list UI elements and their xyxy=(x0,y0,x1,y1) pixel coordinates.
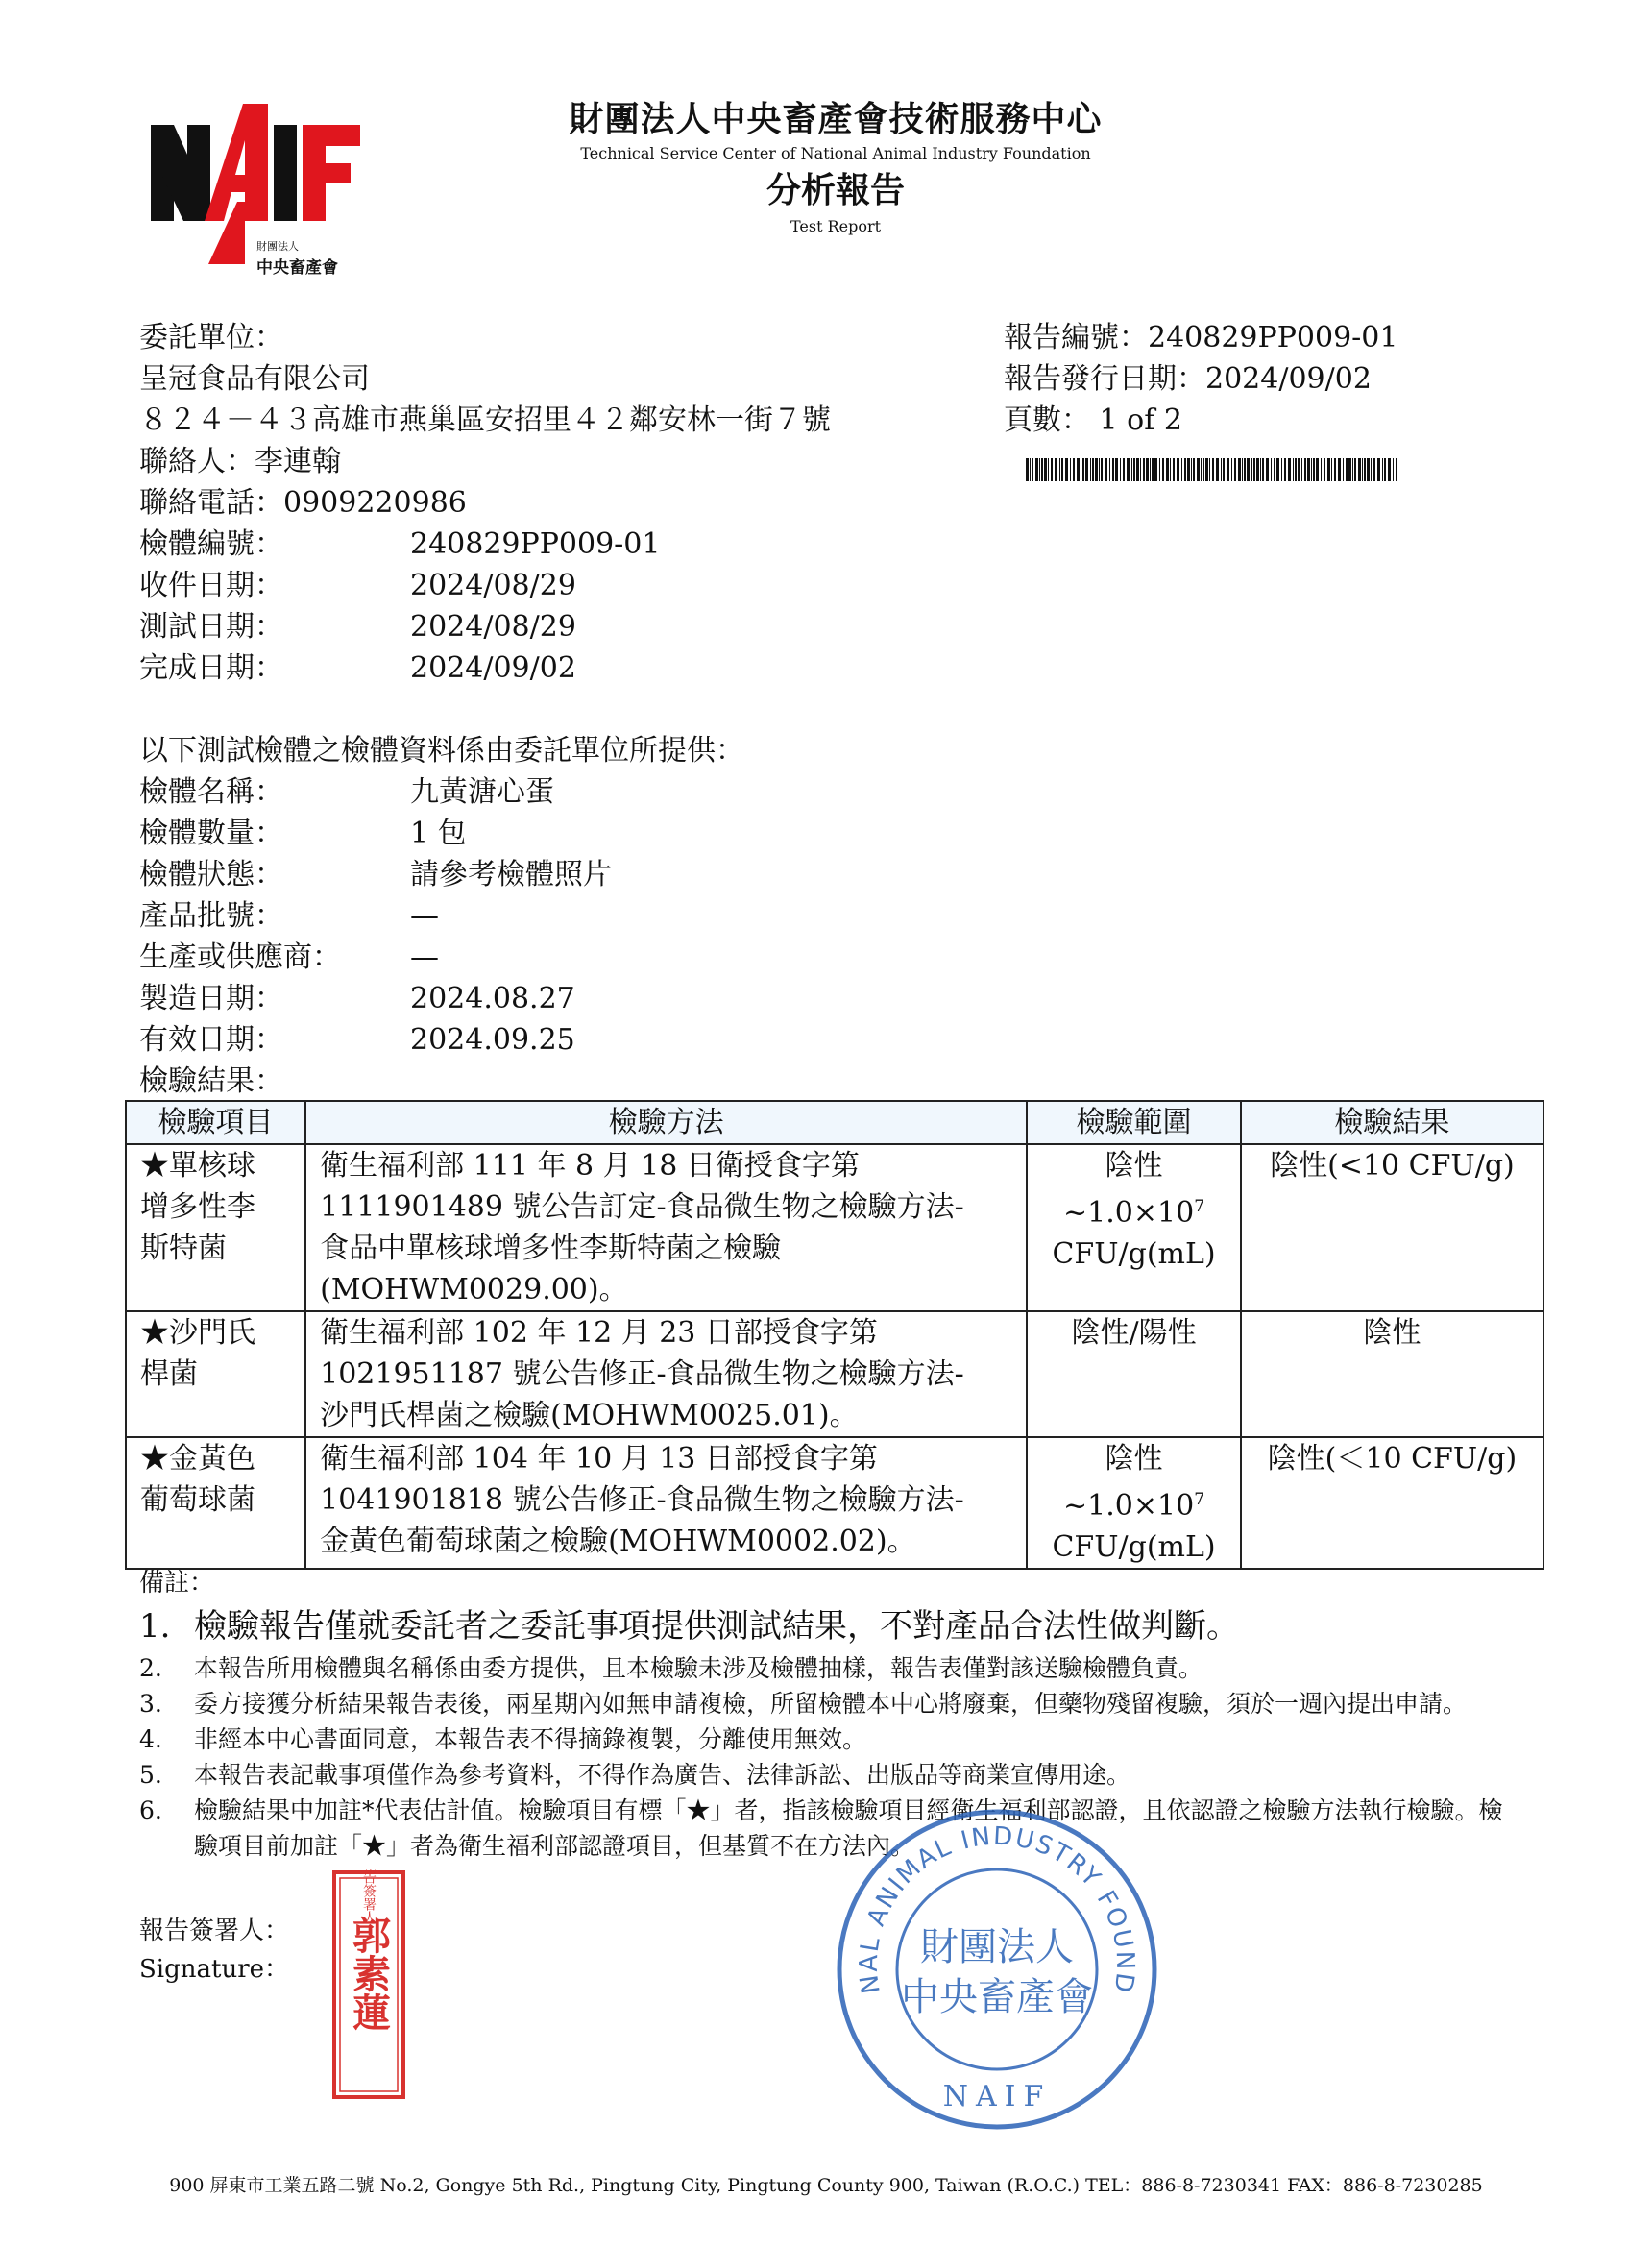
barcode-bar xyxy=(1115,458,1118,481)
barcode-bar xyxy=(1092,458,1094,481)
signature-block xyxy=(139,1912,289,1989)
report-number: 報告編號：240829PP009-01 xyxy=(1004,321,1398,354)
barcode-bar xyxy=(1120,458,1121,481)
row-method xyxy=(305,1144,1027,1311)
item-line: ★金黃色 xyxy=(140,1442,255,1476)
barcode-bar xyxy=(1205,458,1208,481)
naif-logo xyxy=(149,96,399,288)
barcode-bar xyxy=(1082,458,1084,481)
note-text: 本報告表記載事項僅作為參考資料，不得作為廣告、法律訴訟、出版品等商業宣傳用途。 xyxy=(194,1761,1131,1789)
note-item xyxy=(139,1793,1513,1864)
barcode-bar xyxy=(1346,458,1348,481)
note-item xyxy=(139,1686,1513,1722)
notes-block xyxy=(139,1564,1513,1864)
row-result: 陰性(＜10 CFU/g) xyxy=(1241,1437,1543,1569)
barcode-bar xyxy=(1136,458,1139,481)
barcode-bar xyxy=(1173,458,1175,481)
sample-name-label: 檢體名稱： xyxy=(139,775,283,809)
barcode-bar xyxy=(1177,458,1179,481)
barcode-bar xyxy=(1212,458,1214,481)
barcode-bar xyxy=(1203,458,1204,481)
receive-date-label: 收件日期： xyxy=(139,569,283,602)
table-header-row xyxy=(126,1101,1543,1144)
barcode-bar xyxy=(1256,458,1259,481)
logo-sub2: 中央畜產會 xyxy=(256,258,338,278)
note-item xyxy=(139,1650,1513,1686)
barcode-bar xyxy=(1143,458,1145,481)
barcode-bar xyxy=(1061,458,1063,481)
sample-name-value: 九黃溏心蛋 xyxy=(410,775,554,809)
exp-date-label: 有效日期： xyxy=(139,1023,283,1057)
method-line: 衛生福利部 102 年 12 月 23 日部授食字第 xyxy=(320,1316,878,1350)
item-line: ★單核球 xyxy=(140,1149,255,1183)
barcode-bar xyxy=(1070,458,1071,481)
barcode-bar xyxy=(1307,458,1310,481)
barcode-bar xyxy=(1324,458,1325,481)
range-exponent: 7 xyxy=(1194,1490,1205,1509)
barcode-bar xyxy=(1244,458,1246,481)
barcode-bar xyxy=(1352,458,1353,481)
barcode-bar xyxy=(1159,458,1160,481)
barcode-bar xyxy=(1247,458,1250,481)
barcode-bar xyxy=(1311,458,1312,481)
maker-value: — xyxy=(410,940,439,974)
row-method xyxy=(305,1437,1027,1569)
barcode-bar xyxy=(1371,458,1372,481)
barcode-bar xyxy=(1281,458,1282,481)
barcode-bar xyxy=(1295,458,1297,481)
method-line: 衛生福利部 111 年 8 月 18 日衛授食字第 xyxy=(320,1149,860,1183)
item-line: 斯特菌 xyxy=(140,1232,227,1265)
sample-state-label: 檢體狀態： xyxy=(139,858,283,891)
item-line: ★沙門氏 xyxy=(140,1316,255,1350)
barcode-bar xyxy=(1396,458,1397,481)
barcode xyxy=(1026,458,1400,481)
barcode-bar xyxy=(1048,458,1049,481)
lot-value: — xyxy=(410,899,439,933)
client-name: 呈冠食品有限公司 xyxy=(139,362,370,396)
row-range xyxy=(1027,1311,1241,1437)
barcode-bar xyxy=(1127,458,1130,481)
row-item xyxy=(126,1311,305,1437)
barcode-bar xyxy=(1234,458,1236,481)
barcode-bar xyxy=(1055,458,1057,481)
barcode-bar xyxy=(1271,458,1272,481)
seal-ring-text: NAL ANIMAL INDUSTRY FOUND xyxy=(854,1821,1140,1996)
barcode-bar xyxy=(1354,458,1356,481)
range-unit: CFU/g(mL) xyxy=(1052,1237,1216,1271)
method-line: (MOHWM0029.00)。 xyxy=(320,1273,628,1307)
barcode-bar xyxy=(1035,458,1038,481)
barcode-bar xyxy=(1313,458,1315,481)
barcode-bar xyxy=(1284,458,1286,481)
client-phone: 聯絡電話：0909220986 xyxy=(139,486,467,520)
range-exponent: 7 xyxy=(1194,1197,1205,1216)
barcode-bar xyxy=(1193,458,1195,481)
barcode-bar xyxy=(1187,458,1190,481)
barcode-bar xyxy=(1051,458,1053,481)
method-line: 金黃色葡萄球菌之檢驗(MOHWM0002.02)。 xyxy=(320,1525,916,1558)
note-number: 1. xyxy=(139,1607,171,1646)
range-unit: CFU/g(mL) xyxy=(1052,1530,1216,1564)
report-info xyxy=(1004,317,1397,441)
receive-date-row xyxy=(139,565,831,606)
barcode-bar xyxy=(1388,458,1391,481)
signatory-seal xyxy=(331,1869,406,2100)
note-text: 檢驗結果中加註*代表估計值。檢驗項目有標「★」者，指該檢驗項目經衛生福利部認證，且依認證之檢驗方法執行檢驗。檢驗項目前加註「★」者為衛生福利部認證項目，但基質不在方法內。 xyxy=(194,1796,1503,1860)
barcode-bar xyxy=(1298,458,1300,481)
barcode-bar xyxy=(1231,458,1232,481)
method-line: 1021951187 號公告修正-食品微生物之檢驗方法- xyxy=(320,1357,964,1391)
test-date-label: 測試日期： xyxy=(139,610,283,644)
barcode-bar xyxy=(1146,458,1149,481)
barcode-bar xyxy=(1085,458,1088,481)
maker-label: 生產或供應商： xyxy=(139,940,341,974)
note-number: 6. xyxy=(139,1796,162,1824)
header-range: 檢驗範圍 xyxy=(1027,1101,1241,1144)
barcode-bar xyxy=(1221,458,1222,481)
barcode-bar xyxy=(1276,458,1279,481)
signature-label-zh: 報告簽署人： xyxy=(139,1917,290,1945)
barcode-bar xyxy=(1133,458,1135,481)
note-number: 4. xyxy=(139,1725,162,1753)
barcode-bar xyxy=(1170,458,1171,481)
test-date-row xyxy=(139,606,831,647)
done-date-value: 2024/09/02 xyxy=(410,651,576,685)
client-block xyxy=(139,317,831,689)
item-line: 增多性李 xyxy=(140,1190,255,1224)
results-table xyxy=(125,1100,1544,1570)
report-title-zh: 分析報告 xyxy=(765,170,905,210)
done-date-row xyxy=(139,647,831,689)
note-item xyxy=(139,1602,1513,1650)
barcode-bar xyxy=(1331,458,1332,481)
client-contact: 聯絡人：李連翰 xyxy=(139,445,341,478)
barcode-bar xyxy=(1209,458,1210,481)
header-item: 檢驗項目 xyxy=(126,1101,305,1144)
client-address: ８２４－４３高雄市燕巢區安招里４２鄰安林一街７號 xyxy=(139,403,831,437)
notes-title: 備註： xyxy=(139,1569,215,1598)
barcode-bar xyxy=(1181,458,1182,481)
provided-block xyxy=(139,730,744,1102)
barcode-bar xyxy=(1382,458,1383,481)
barcode-bar xyxy=(1184,458,1186,481)
row-range xyxy=(1027,1144,1241,1311)
method-line: 1111901489 號公告訂定-食品微生物之檢驗方法- xyxy=(320,1190,964,1224)
row-range xyxy=(1027,1437,1241,1569)
sample-state-value: 請參考檢體照片 xyxy=(410,858,612,891)
done-date-label: 完成日期： xyxy=(139,651,283,685)
footer-address: 900 屏東市工業五路二號 No.2, Gongye 5th Rd., Pingtung City, Pingtung County 900, Taiwan (R.O.C.) TEL：886-8-7230341 FAX：886-8-7230285 xyxy=(169,2175,1483,2196)
sample-id-value: 240829PP009-01 xyxy=(410,527,661,561)
method-line: 沙門氏桿菌之檢驗(MOHWM0025.01)。 xyxy=(320,1399,859,1432)
table-row xyxy=(126,1144,1543,1311)
barcode-bar xyxy=(1073,458,1075,481)
seal-center-line1: 財團法人 xyxy=(920,1925,1074,1969)
barcode-bar xyxy=(1377,458,1380,481)
barcode-bar xyxy=(1327,458,1330,481)
lot-label: 產品批號： xyxy=(139,899,283,933)
barcode-bar xyxy=(1030,458,1031,481)
sample-qty-value: 1 包 xyxy=(410,817,467,850)
barcode-bar xyxy=(1216,458,1219,481)
note-text: 本報告所用檢體與名稱係由委方提供，且本檢驗未涉及檢體抽樣，報告表僅對該送驗檢體負責。 xyxy=(194,1654,1203,1682)
sample-id-row xyxy=(139,524,831,565)
note-number: 3. xyxy=(139,1690,162,1718)
barcode-bar xyxy=(1364,458,1366,481)
client-label: 委託單位： xyxy=(139,321,283,354)
barcode-bar xyxy=(1109,458,1110,481)
barcode-bar xyxy=(1201,458,1202,481)
test-date-value: 2024/08/29 xyxy=(410,610,576,644)
barcode-bar xyxy=(1095,458,1098,481)
range-text: 陰性~1.0×10 xyxy=(1063,1149,1195,1230)
report-issue-date: 報告發行日期：2024/09/02 xyxy=(1004,362,1372,396)
report-title-en: Test Report xyxy=(790,217,882,235)
barcode-bar xyxy=(1197,458,1200,481)
range-text: 陰性~1.0×10 xyxy=(1063,1442,1195,1523)
barcode-bar xyxy=(1266,458,1269,481)
signature-label-en: Signature： xyxy=(139,1955,290,1984)
barcode-bar xyxy=(1251,458,1252,481)
barcode-bar xyxy=(1105,458,1107,481)
note-number: 2. xyxy=(139,1654,162,1682)
organization-seal xyxy=(834,1806,1160,2133)
note-text: 非經本中心書面同意，本報告表不得摘錄複製，分離使用無效。 xyxy=(194,1725,867,1753)
method-line: 食品中單核球增多性李斯特菌之檢驗 xyxy=(320,1232,782,1265)
barcode-bar xyxy=(1238,458,1241,481)
report-pages: 頁數： 1 of 2 xyxy=(1004,403,1182,437)
barcode-bar xyxy=(1123,458,1125,481)
row-item xyxy=(126,1144,305,1311)
barcode-bar xyxy=(1131,458,1132,481)
method-line: 1041901818 號公告修正-食品微生物之檢驗方法- xyxy=(320,1483,964,1517)
barcode-bar xyxy=(1242,458,1243,481)
barcode-bar xyxy=(1348,458,1351,481)
barcode-bar xyxy=(1274,458,1275,481)
barcode-bar xyxy=(1166,458,1169,481)
seal-bottom-text: NAIF xyxy=(942,2080,1052,2113)
barcode-bar xyxy=(1077,458,1080,481)
barcode-bar xyxy=(1262,458,1264,481)
org-name-en: Technical Service Center of National Animal Industry Foundation xyxy=(580,144,1091,162)
barcode-bar xyxy=(1090,458,1091,481)
receive-date-value: 2024/08/29 xyxy=(410,569,576,602)
header-result: 檢驗結果 xyxy=(1241,1101,1543,1144)
item-line: 葡萄球菌 xyxy=(140,1483,255,1517)
barcode-bar xyxy=(1065,458,1068,481)
barcode-bar xyxy=(1191,458,1192,481)
barcode-bar xyxy=(1358,458,1361,481)
seal-name: 郭素蓮 xyxy=(346,1916,392,2031)
method-line: 衛生福利部 104 年 10 月 13 日部授食字第 xyxy=(320,1442,878,1476)
row-result: 陰性 xyxy=(1241,1311,1543,1437)
barcode-bar xyxy=(1150,458,1151,481)
barcode-bar xyxy=(1032,458,1033,481)
barcode-bar xyxy=(1099,458,1100,481)
mfg-date-label: 製造日期： xyxy=(139,982,283,1015)
note-text: 檢驗報告僅就委託者之委託事項提供測試結果，不對產品合法性做判斷。 xyxy=(194,1607,1239,1646)
result-label: 檢驗結果： xyxy=(139,1064,283,1098)
table-row xyxy=(126,1437,1543,1569)
barcode-bar xyxy=(1304,458,1306,481)
row-result: 陰性(<10 CFU/g) xyxy=(1241,1144,1543,1311)
barcode-bar xyxy=(1288,458,1291,481)
barcode-bar xyxy=(1140,458,1141,481)
barcode-bar xyxy=(1059,458,1060,481)
barcode-bar xyxy=(1112,458,1114,481)
barcode-bar xyxy=(1039,458,1040,481)
barcode-bar xyxy=(1338,458,1341,481)
seal-small-text: 報告簽署人 xyxy=(361,1869,377,1924)
row-item xyxy=(126,1437,305,1569)
barcode-bar xyxy=(1393,458,1394,481)
mfg-date-value: 2024.08.27 xyxy=(410,982,575,1015)
barcode-bar xyxy=(1343,458,1344,481)
note-item xyxy=(139,1722,1513,1757)
barcode-bar xyxy=(1384,458,1386,481)
barcode-bar xyxy=(1334,458,1336,481)
org-name-zh: 財團法人中央畜產會技術服務中心 xyxy=(569,99,1103,139)
barcode-bar xyxy=(1101,458,1103,481)
barcode-bar xyxy=(1301,458,1302,481)
barcode-bar xyxy=(1026,458,1029,481)
logo-sub1: 財團法人 xyxy=(256,240,299,253)
barcode-bar xyxy=(1316,458,1319,481)
barcode-bar xyxy=(1321,458,1322,481)
barcode-bar xyxy=(1293,458,1294,481)
sample-qty-label: 檢體數量： xyxy=(139,817,283,850)
row-method xyxy=(305,1311,1027,1437)
exp-date-value: 2024.09.25 xyxy=(410,1023,575,1057)
range-text: 陰性/陽性 xyxy=(1071,1316,1197,1350)
barcode-bar xyxy=(1044,458,1047,481)
barcode-bar xyxy=(1362,458,1363,481)
provided-intro: 以下測試檢體之檢體資料係由委託單位所提供： xyxy=(139,734,744,768)
barcode-bar xyxy=(1367,458,1370,481)
barcode-bar xyxy=(1253,458,1255,481)
barcode-bar xyxy=(1041,458,1043,481)
seal-center-line2: 中央畜產會 xyxy=(901,1975,1093,2019)
barcode-bar xyxy=(1227,458,1229,481)
note-number: 5. xyxy=(139,1761,162,1789)
barcode-bar xyxy=(1162,458,1164,481)
barcode-bar xyxy=(1260,458,1261,481)
barcode-bar xyxy=(1223,458,1225,481)
table-row xyxy=(126,1311,1543,1437)
header-method: 檢驗方法 xyxy=(305,1101,1027,1144)
item-line: 桿菌 xyxy=(140,1357,198,1391)
barcode-bar xyxy=(1152,458,1154,481)
note-item xyxy=(139,1757,1513,1793)
note-text: 委方接獲分析結果報告表後，兩星期內如無申請複檢，所留檢體本中心將廢棄，但藥物殘留複驗，須於一週內提出申請。 xyxy=(194,1690,1468,1718)
barcode-bar xyxy=(1373,458,1375,481)
sample-id-label: 檢體編號： xyxy=(139,527,283,561)
barcode-bar xyxy=(1154,458,1157,481)
